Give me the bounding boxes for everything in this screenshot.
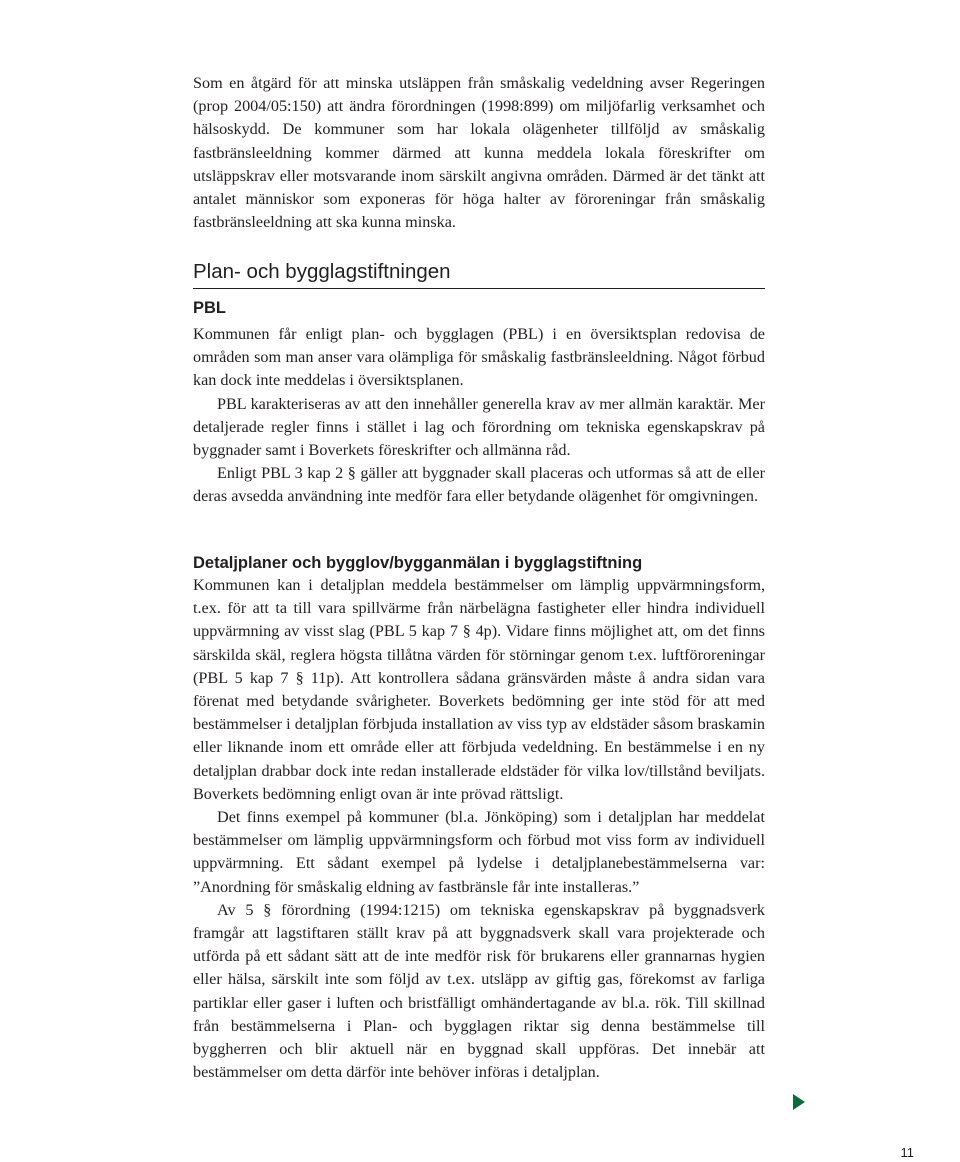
detaljplan-paragraph-2: Det finns exempel på kommuner (bl.a. Jönköping) som i detaljplan har meddelat bestämmelser om lämplig uppvärmningsform och förbud mot viss form av individuell uppvärmning. Ett sådant exempel på lydelse i detaljplanebestämmelserna var: ”Anordning för småskalig eldning av fastbränsle får inte installeras.”: [193, 808, 765, 896]
section-detaljplaner: [193, 552, 765, 1084]
detaljplan-paragraph-1: Kommunen kan i detaljplan meddela bestämmelser om lämplig uppvärmningsform, t.ex. för att ta till vara spillvärme från närbelägna fastigheter eller hindra individuell uppvärmning av visst slag (PBL 5 kap 7 § 4p). Vidare finns möjlighet att, om det finns särskilda skäl, reglera högsta tillåtna värden för störningar genom t.ex. luftföroreningar (PBL 5 kap 7 § 11p). Att kontrollera sådana gränsvärden måste å andra sidan vara förenat med betydande svårigheter. Boverkets bedömning ger inte stöd för att med bestämmelser i detaljplan förbjuda installation av viss typ av eldstäder såsom braskamin eller liknande inom ett område eller att förbjuda vedeldning. En bestämmelse i en ny detaljplan drabbar dock inte redan installerade eldstäder för vilka lov/tillstånd beviljats. Boverkets bedömning enligt ovan är inte prövad rättsligt.: [193, 576, 765, 803]
detaljplan-paragraph-3: Av 5 § förordning (1994:1215) om tekniska egenskapskrav på byggnadsverk framgår att lagstiftaren ställt krav på att byggnadsverk skall vara projekterade och utförda på ett sådant sätt att de inte medför risk för brukarens eller grannarnas hygien eller hälsa, särskilt inte som följd av t.ex. utsläpp av giftig gas, förekomst av farliga partiklar eller gaser i luften och bristfälligt omhändertagande av bl.a. rök. Till skillnad från bestämmelserna i Plan- och bygglagen riktar sig denna bestämmelse till byggherren och blir aktuell när en byggnad skall uppföras. Det innebär att bestämmelser om detta därför inte behöver införas i detaljplan.: [193, 900, 765, 1082]
section-plan-bygglag: [193, 260, 765, 509]
pbl-paragraph-1: Kommunen får enligt plan- och bygglagen (PBL) i en översiktsplan redovisa de områden som man anser vara olämpliga för småskalig fastbränsleeldning. Något förbud kan dock inte meddelas i översiktsplanen.: [193, 325, 765, 390]
body-column: [193, 72, 765, 234]
section-heading: Plan- och bygglagstiftningen: [193, 260, 765, 289]
subheading-pbl: PBL: [193, 299, 226, 317]
pbl-paragraph-3: Enligt PBL 3 kap 2 § gäller att byggnader skall placeras och utformas så att de eller deras avsedda användning inte medför fara eller betydande olägenhet för omgivningen.: [193, 464, 765, 506]
pbl-paragraph-2: PBL karakteriseras av att den innehåller generella krav av mer allmän karaktär. Mer detaljerade regler finns i stället i lag och förordning om tekniska egenskapskrav på byggnader samt i Boverkets föreskrifter och allmänna råd.: [193, 394, 765, 460]
intro-paragraph: Som en åtgärd för att minska utsläppen från småskalig vedeldning avser Regeringen (prop 2004/05:150) att ändra förordningen (1998:899) om miljöfarlig verksamhet och hälsoskydd. De kommuner som har lokala olägenheter tillföljd av småskalig fastbränsleeldning kommer därmed att kunna meddela lokala föreskrifter om utsläppskrav eller motsvarande inom särskilt angivna områden. Därmed är det tänkt att antalet människor som exponeras för höga halter av föroreningar från småskalig fastbränsleeldning att ska kunna minska.: [193, 74, 765, 232]
page-number: 11: [900, 1145, 914, 1160]
continue-arrow-icon: [793, 1094, 805, 1110]
subheading-detaljplaner: Detaljplaner och bygglov/bygganmälan i bygglagstiftning: [193, 554, 643, 572]
